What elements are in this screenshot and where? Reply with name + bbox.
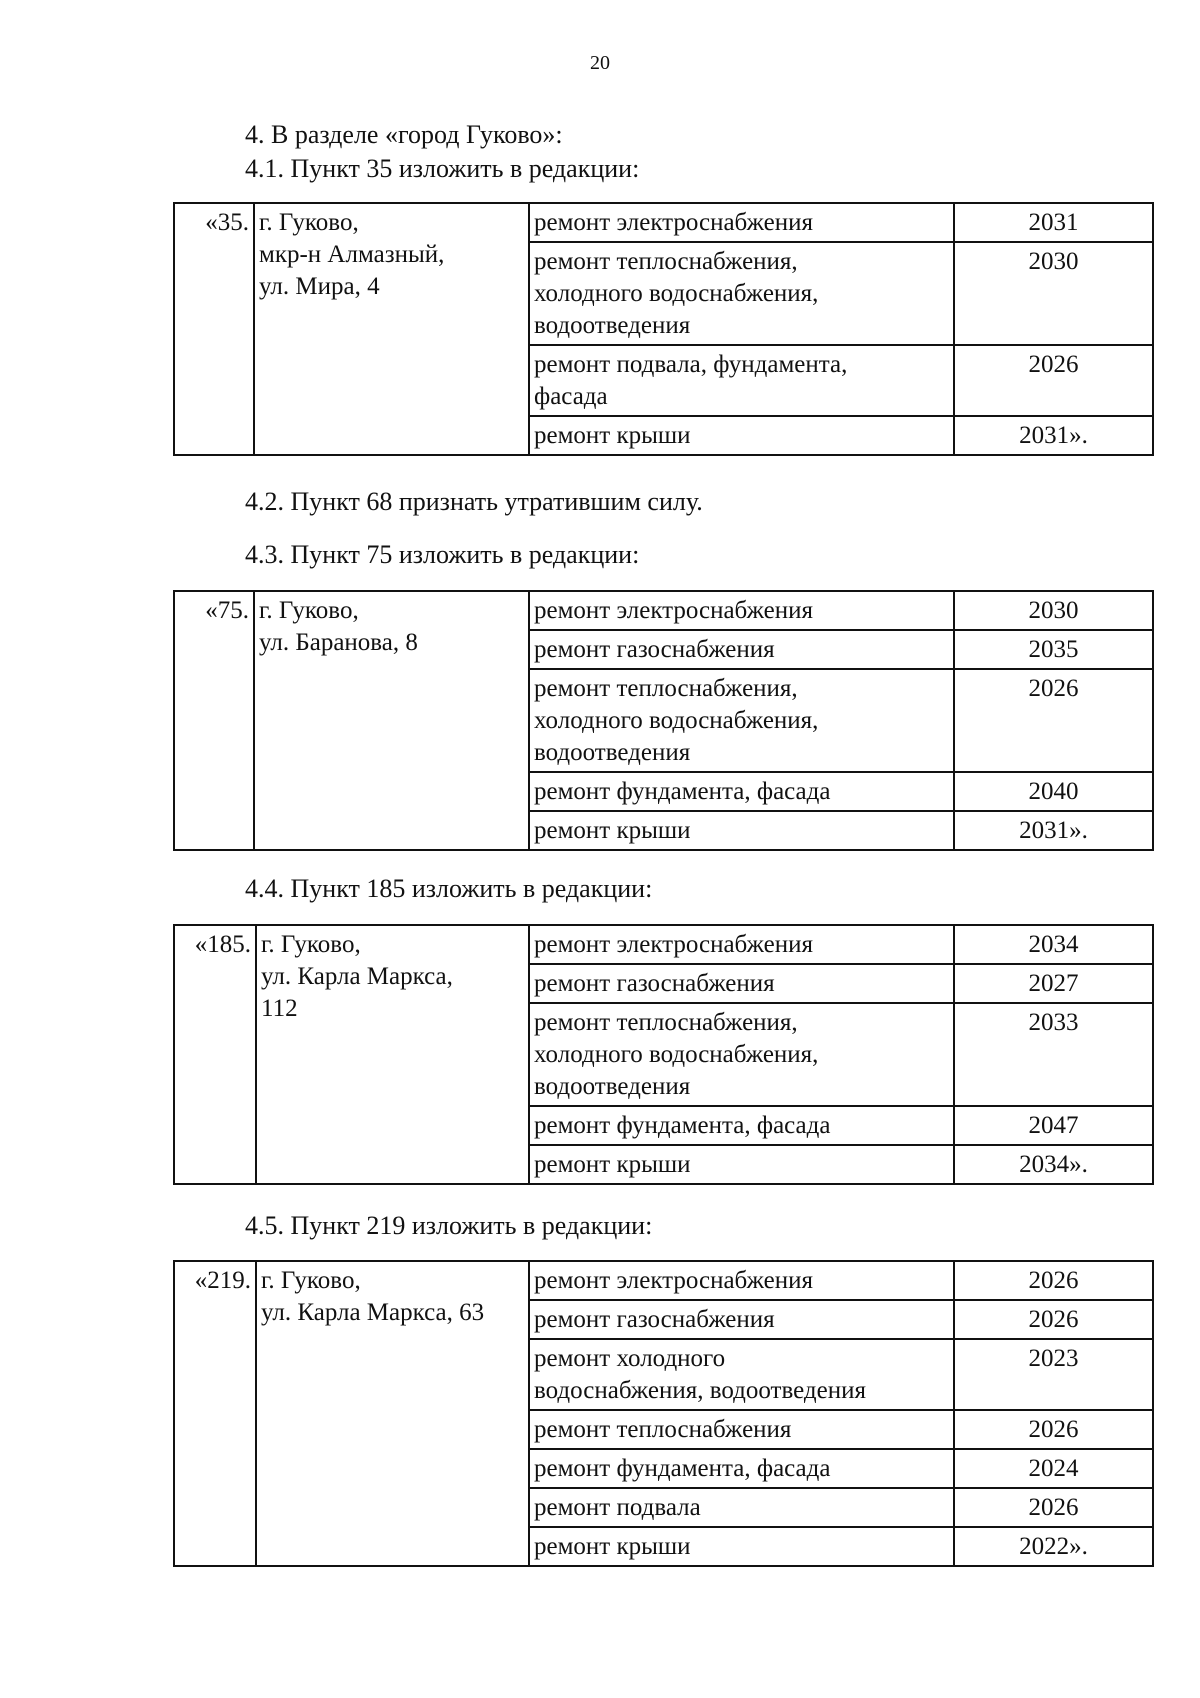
work-type-line: ремонт теплоснабжения, — [534, 675, 798, 702]
work-type — [529, 669, 954, 772]
page-number: 20 — [590, 52, 610, 74]
work-type: ремонт электроснабжения — [529, 925, 954, 964]
work-type — [529, 1339, 954, 1410]
work-type-line: водоотведения — [534, 739, 691, 766]
planned-year: 2030 — [954, 591, 1153, 630]
item-number: «219. — [174, 1261, 256, 1566]
work-type: ремонт фундамента, фасада — [529, 1106, 954, 1145]
work-type: ремонт теплоснабжения — [529, 1410, 954, 1449]
planned-year: 2034». — [954, 1145, 1153, 1184]
address-line: мкр-н Алмазный, — [259, 241, 445, 268]
paragraph-4-3: 4.3. Пункт 75 изложить в редакции: — [245, 540, 640, 569]
address-line: г. Гуково, — [261, 931, 361, 958]
paragraph-4-1: 4.1. Пункт 35 изложить в редакции: — [245, 154, 640, 183]
item-number: «35. — [174, 203, 254, 455]
planned-year: 2040 — [954, 772, 1153, 811]
item-number: «75. — [174, 591, 254, 850]
address-line: г. Гуково, — [261, 1267, 361, 1294]
paragraph-4-5: 4.5. Пункт 219 изложить в редакции: — [245, 1211, 653, 1240]
paragraph-4-4: 4.4. Пункт 185 изложить в редакции: — [245, 874, 653, 903]
work-type-line: холодного водоснабжения, — [534, 280, 819, 307]
address-line: ул. Карла Маркса, 63 — [261, 1299, 485, 1326]
work-type: ремонт электроснабжения — [529, 203, 954, 242]
planned-year: 2026 — [954, 345, 1153, 416]
planned-year: 2033 — [954, 1003, 1153, 1106]
planned-year: 2034 — [954, 925, 1153, 964]
address-line: г. Гуково, — [259, 597, 359, 624]
work-type-line: фасада — [534, 383, 608, 410]
planned-year: 2023 — [954, 1339, 1153, 1410]
work-type-line: ремонт холодного — [534, 1345, 726, 1372]
address-line: ул. Карла Маркса, — [261, 963, 453, 990]
work-type — [529, 345, 954, 416]
planned-year: 2030 — [954, 242, 1153, 345]
address-cell — [256, 925, 529, 1184]
work-type — [529, 242, 954, 345]
work-type — [529, 1003, 954, 1106]
work-type: ремонт электроснабжения — [529, 1261, 954, 1300]
work-type-line: водоснабжения, водоотведения — [534, 1377, 866, 1404]
table-item-35 — [173, 202, 1154, 456]
address-cell — [254, 203, 529, 455]
section-heading: 4. В разделе «город Гуково»: — [245, 120, 563, 149]
work-type: ремонт электроснабжения — [529, 591, 954, 630]
table-item-75 — [173, 590, 1154, 851]
planned-year: 2026 — [954, 1261, 1153, 1300]
address-cell — [254, 591, 529, 850]
table-row — [174, 203, 1153, 242]
planned-year: 2026 — [954, 669, 1153, 772]
work-type: ремонт крыши — [529, 1527, 954, 1566]
work-type: ремонт крыши — [529, 811, 954, 850]
address-cell — [256, 1261, 529, 1566]
planned-year: 2027 — [954, 964, 1153, 1003]
work-type-line: водоотведения — [534, 312, 691, 339]
planned-year: 2024 — [954, 1449, 1153, 1488]
planned-year: 2026 — [954, 1300, 1153, 1339]
planned-year: 2026 — [954, 1410, 1153, 1449]
work-type: ремонт крыши — [529, 1145, 954, 1184]
work-type-line: ремонт подвала, фундамента, — [534, 351, 848, 378]
table-row — [174, 1261, 1153, 1300]
planned-year: 2031 — [954, 203, 1153, 242]
work-type: ремонт газоснабжения — [529, 964, 954, 1003]
work-type-line: ремонт теплоснабжения, — [534, 1009, 798, 1036]
address-line: ул. Баранова, 8 — [259, 629, 418, 656]
address-line: ул. Мира, 4 — [259, 273, 380, 300]
table-row — [174, 925, 1153, 964]
planned-year: 2035 — [954, 630, 1153, 669]
work-type-line: ремонт теплоснабжения, — [534, 248, 798, 275]
table-row — [174, 591, 1153, 630]
planned-year: 2026 — [954, 1488, 1153, 1527]
work-type-line: водоотведения — [534, 1073, 691, 1100]
work-type: ремонт крыши — [529, 416, 954, 455]
address-line: г. Гуково, — [259, 209, 359, 236]
address-line: 112 — [261, 995, 298, 1022]
planned-year: 2022». — [954, 1527, 1153, 1566]
work-type-line: холодного водоснабжения, — [534, 707, 819, 734]
work-type: ремонт подвала — [529, 1488, 954, 1527]
planned-year: 2047 — [954, 1106, 1153, 1145]
work-type-line: холодного водоснабжения, — [534, 1041, 819, 1068]
work-type: ремонт газоснабжения — [529, 630, 954, 669]
table-item-185 — [173, 924, 1154, 1185]
work-type: ремонт газоснабжения — [529, 1300, 954, 1339]
item-number: «185. — [174, 925, 256, 1184]
planned-year: 2031». — [954, 416, 1153, 455]
work-type: ремонт фундамента, фасада — [529, 772, 954, 811]
planned-year: 2031». — [954, 811, 1153, 850]
table-item-219 — [173, 1260, 1154, 1567]
work-type: ремонт фундамента, фасада — [529, 1449, 954, 1488]
paragraph-4-2: 4.2. Пункт 68 признать утратившим силу. — [245, 487, 703, 516]
